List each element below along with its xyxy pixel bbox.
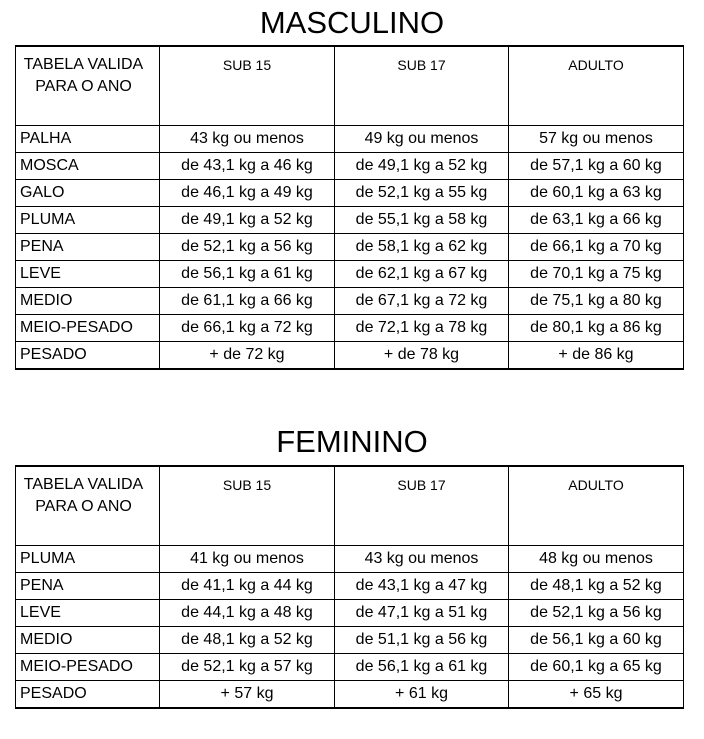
weight-range-cell-sub17: de 52,1 kg a 55 kg <box>335 179 509 206</box>
weight-range-cell-sub17: 49 kg ou menos <box>335 125 509 152</box>
weight-range-cell-sub17: de 55,1 kg a 58 kg <box>335 206 509 233</box>
weight-category-cell: MOSCA <box>16 152 160 179</box>
weight-range-cell-adulto: de 70,1 kg a 75 kg <box>509 260 684 287</box>
weight-range-cell-adulto: + de 86 kg <box>509 341 684 369</box>
weight-category-cell: MEDIO <box>16 287 160 314</box>
table-row <box>16 287 684 314</box>
table-row <box>16 626 684 653</box>
masculino-table-body <box>16 125 684 369</box>
column-header-adulto: ADULTO <box>509 46 684 125</box>
weight-range-cell-sub15: de 41,1 kg a 44 kg <box>160 572 335 599</box>
weight-range-cell-sub17: de 47,1 kg a 51 kg <box>335 599 509 626</box>
weight-range-cell-sub15: de 46,1 kg a 49 kg <box>160 179 335 206</box>
weight-range-cell-adulto: 48 kg ou menos <box>509 545 684 572</box>
weight-range-cell-sub15: 41 kg ou menos <box>160 545 335 572</box>
weight-range-cell-sub15: de 61,1 kg a 66 kg <box>160 287 335 314</box>
corner-header-cell: TABELA VALIDA PARA O ANO <box>16 466 160 545</box>
weight-range-cell-adulto: de 60,1 kg a 65 kg <box>509 653 684 680</box>
weight-range-cell-sub15: + de 72 kg <box>160 341 335 369</box>
weight-category-cell: PALHA <box>16 125 160 152</box>
table-row <box>16 680 684 708</box>
weight-category-cell: GALO <box>16 179 160 206</box>
column-header-sub17: SUB 17 <box>335 466 509 545</box>
weight-range-cell-adulto: de 80,1 kg a 86 kg <box>509 314 684 341</box>
column-header-sub15: SUB 15 <box>160 466 335 545</box>
table-row <box>16 341 684 369</box>
weight-range-cell-sub17: de 72,1 kg a 78 kg <box>335 314 509 341</box>
weight-range-cell-sub15: de 43,1 kg a 46 kg <box>160 152 335 179</box>
table-header-row <box>16 46 684 125</box>
corner-header-cell: TABELA VALIDA PARA O ANO <box>16 46 160 125</box>
weight-range-cell-sub15: de 44,1 kg a 48 kg <box>160 599 335 626</box>
weight-range-cell-sub15: de 56,1 kg a 61 kg <box>160 260 335 287</box>
table-row <box>16 599 684 626</box>
weight-range-cell-sub15: + 57 kg <box>160 680 335 708</box>
weight-range-cell-adulto: de 63,1 kg a 66 kg <box>509 206 684 233</box>
weight-range-cell-sub17: de 62,1 kg a 67 kg <box>335 260 509 287</box>
weight-range-cell-sub17: de 56,1 kg a 61 kg <box>335 653 509 680</box>
weight-range-cell-sub17: + 61 kg <box>335 680 509 708</box>
table-row <box>16 314 684 341</box>
weight-range-cell-adulto: + 65 kg <box>509 680 684 708</box>
weight-category-cell: PESADO <box>16 341 160 369</box>
weight-range-cell-adulto: 57 kg ou menos <box>509 125 684 152</box>
weight-category-cell: PENA <box>16 572 160 599</box>
weight-range-cell-sub15: de 52,1 kg a 57 kg <box>160 653 335 680</box>
column-header-sub17: SUB 17 <box>335 46 509 125</box>
weight-category-cell: PENA <box>16 233 160 260</box>
weight-range-cell-adulto: de 57,1 kg a 60 kg <box>509 152 684 179</box>
weight-category-cell: PESADO <box>16 680 160 708</box>
weight-range-cell-adulto: de 52,1 kg a 56 kg <box>509 599 684 626</box>
feminino-title: FEMININO <box>276 424 428 459</box>
table-row <box>16 179 684 206</box>
weight-category-cell: LEVE <box>16 260 160 287</box>
table-row <box>16 206 684 233</box>
table-row <box>16 125 684 152</box>
feminino-table-body <box>16 545 684 708</box>
table-row <box>16 233 684 260</box>
table-row <box>16 260 684 287</box>
weight-range-cell-sub15: 43 kg ou menos <box>160 125 335 152</box>
weight-range-cell-sub17: de 58,1 kg a 62 kg <box>335 233 509 260</box>
weight-category-cell: PLUMA <box>16 545 160 572</box>
weight-range-cell-sub17: de 67,1 kg a 72 kg <box>335 287 509 314</box>
table-row <box>16 545 684 572</box>
weight-range-cell-sub15: de 66,1 kg a 72 kg <box>160 314 335 341</box>
weight-category-cell: MEDIO <box>16 626 160 653</box>
weight-range-cell-sub15: de 52,1 kg a 56 kg <box>160 233 335 260</box>
masculino-title: MASCULINO <box>259 5 445 40</box>
weight-range-cell-sub17: + de 78 kg <box>335 341 509 369</box>
weight-range-cell-adulto: de 75,1 kg a 80 kg <box>509 287 684 314</box>
weight-range-cell-adulto: de 66,1 kg a 70 kg <box>509 233 684 260</box>
table-row <box>16 653 684 680</box>
weight-range-cell-adulto: de 60,1 kg a 63 kg <box>509 179 684 206</box>
column-header-sub15: SUB 15 <box>160 46 335 125</box>
column-header-adulto: ADULTO <box>509 466 684 545</box>
weight-range-cell-sub17: de 43,1 kg a 47 kg <box>335 572 509 599</box>
weight-category-cell: PLUMA <box>16 206 160 233</box>
weight-range-cell-sub17: de 51,1 kg a 56 kg <box>335 626 509 653</box>
weight-range-cell-sub15: de 49,1 kg a 52 kg <box>160 206 335 233</box>
weight-range-cell-sub17: de 49,1 kg a 52 kg <box>335 152 509 179</box>
weight-category-cell: MEIO-PESADO <box>16 653 160 680</box>
weight-category-cell: MEIO-PESADO <box>16 314 160 341</box>
weight-range-cell-adulto: de 48,1 kg a 52 kg <box>509 572 684 599</box>
weight-range-cell-adulto: de 56,1 kg a 60 kg <box>509 626 684 653</box>
weight-range-cell-sub15: de 48,1 kg a 52 kg <box>160 626 335 653</box>
feminino-weight-table <box>15 465 684 709</box>
weight-range-cell-sub17: 43 kg ou menos <box>335 545 509 572</box>
table-header-row <box>16 466 684 545</box>
masculino-weight-table <box>15 45 684 370</box>
weight-category-cell: LEVE <box>16 599 160 626</box>
table-row <box>16 572 684 599</box>
table-row <box>16 152 684 179</box>
